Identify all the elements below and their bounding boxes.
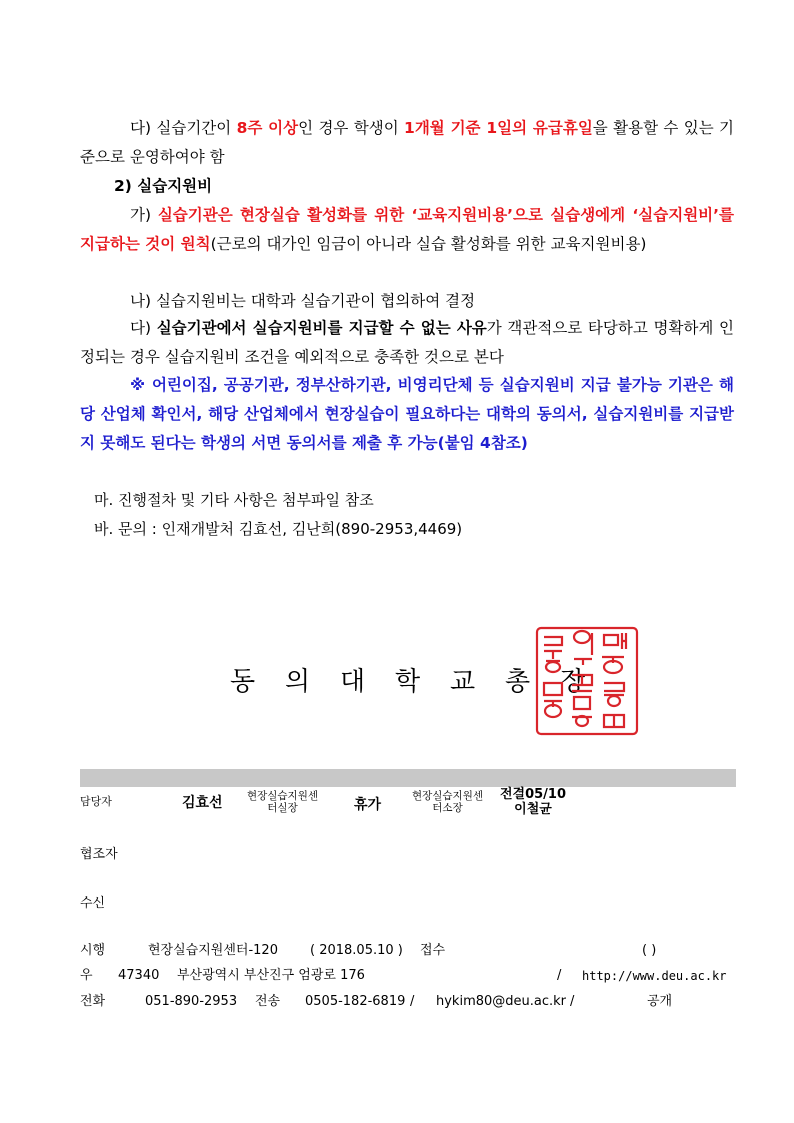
section-heading-support-fee: 2) 실습지원비 bbox=[114, 177, 213, 195]
address: 부산광역시 부산진구 엄광로 176 bbox=[177, 968, 365, 983]
homepage-link[interactable]: http://www.deu.ac.kr bbox=[582, 969, 727, 983]
approval-signature-director: 전결05/10 이철균 bbox=[499, 787, 567, 817]
approval-role-center-director: 현장실습지원센 터소장 bbox=[411, 790, 483, 814]
exec-date: ( 2018.05.10 ) bbox=[310, 943, 403, 958]
issuer-char: 장 bbox=[560, 667, 586, 697]
receipt-label: 접수 bbox=[420, 943, 446, 958]
note-exception-institutions: ※ 어린이집, 공공기관, 정부산하기관, 비영리단체 등 실습지원비 지급 불가능 기관은 해당 산업체 확인서, 해당 산업체에서 현장실습이 필요하다는 대학의 동의서, 실습지원비를 지급받지 못해도 된다는 학생의 서면 동의서를 제출 후 가능(붙임 4참조) bbox=[80, 376, 734, 452]
approval-header-bar bbox=[80, 769, 736, 787]
item-procedure: 마. 진행절차 및 기타 사항은 첨부파일 참조 bbox=[94, 491, 374, 509]
approval-signature-staff: 김효선 bbox=[182, 795, 223, 811]
contact-separator: / bbox=[410, 994, 415, 1009]
issuer-char: 총 bbox=[505, 667, 531, 697]
tel-label: 전화 bbox=[80, 994, 106, 1009]
issuer-char: 학 bbox=[395, 667, 421, 697]
exec-label: 시행 bbox=[80, 943, 106, 958]
fax-number: 0505-182-6819 bbox=[305, 994, 406, 1009]
paragraph-support-fee-principle: 가) 실습기관은 현장실습 활성화를 위한 ‘교육지원비용’으로 실습생에게 ‘실습지원비’를 지급하는 것이 원칙(근로의 대가인 임금이 아니라 실습 활성화를 위한 교육지원비용) bbox=[80, 206, 734, 253]
issuer-char: 동 bbox=[230, 667, 256, 697]
postcode: 47340 bbox=[118, 968, 160, 983]
tel-number: 051-890-2953 bbox=[145, 994, 238, 1009]
contact-separator: / bbox=[570, 994, 575, 1009]
approval-role-staff: 담당자 bbox=[80, 795, 112, 808]
fax-label: 전송 bbox=[255, 994, 281, 1009]
item-contact: 바. 문의 : 인재개발처 김효선, 김난희(890-2953,4469) bbox=[94, 520, 463, 538]
issuer-char: 대 bbox=[340, 667, 366, 697]
paragraph-support-fee-exception: 다) 실습기관에서 실습지원비를 지급할 수 없는 사유가 객관적으로 타당하고 명확하게 인정되는 경우 실습지원비 조건을 예외적으로 충족한 것으로 본다 bbox=[80, 319, 734, 366]
disclosure-status: 공개 bbox=[647, 994, 673, 1009]
exec-number: 현장실습지원센터-120 bbox=[148, 943, 278, 958]
receipt-value: ( ) bbox=[642, 943, 657, 958]
issuer-char: 의 bbox=[285, 667, 311, 697]
address-separator: / bbox=[557, 968, 562, 983]
approval-role-center-head: 현장실습지원센 터실장 bbox=[246, 790, 318, 814]
paragraph-support-fee-decision: 나) 실습지원비는 대학과 실습기관이 협의하여 결정 bbox=[130, 292, 476, 310]
recipient-label: 수신 bbox=[80, 896, 106, 911]
post-label: 우 bbox=[80, 968, 93, 983]
email-link[interactable]: hykim80@deu.ac.kr bbox=[436, 994, 567, 1009]
issuer-char: 교 bbox=[450, 667, 476, 697]
cooperator-label: 협조자 bbox=[80, 847, 118, 862]
paragraph-paid-holiday: 다) 실습기간이 8주 이상인 경우 학생이 1개월 기준 1일의 유급휴일을 활용할 수 있는 기준으로 운영하여야 함 bbox=[80, 119, 734, 166]
official-seal-stamp bbox=[534, 625, 640, 737]
approval-signature-center-head: 휴가 bbox=[354, 797, 382, 813]
